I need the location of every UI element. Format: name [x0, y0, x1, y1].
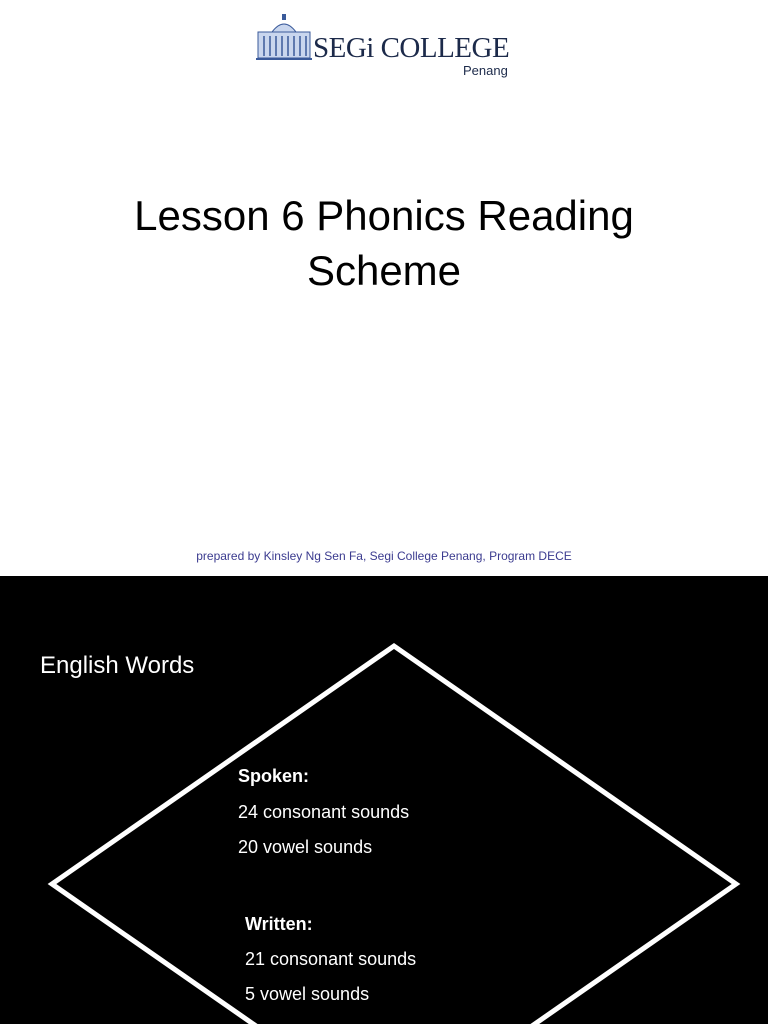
spoken-heading: Spoken: — [238, 766, 310, 786]
slide-title: Lesson 6 Phonics Reading Scheme — [134, 192, 634, 294]
slide-heading: English Words — [40, 652, 195, 679]
spoken-consonants: 24 consonant sounds — [238, 802, 410, 822]
written-heading: Written: — [245, 914, 313, 934]
written-consonants: 21 consonant sounds — [245, 949, 417, 969]
english-words-slide — [0, 576, 768, 1024]
logo-name: SEGi COLLEGE — [313, 32, 510, 64]
segi-college-logo — [256, 12, 526, 82]
written-vowels: 5 vowel sounds — [245, 984, 370, 1004]
slide-footer: prepared by Kinsley Ng Sen Fa, Segi College Penang, Program DECE — [196, 549, 572, 563]
spoken-vowels: 20 vowel sounds — [238, 837, 373, 857]
logo-campus: Penang — [463, 63, 508, 78]
building-icon — [256, 12, 312, 62]
